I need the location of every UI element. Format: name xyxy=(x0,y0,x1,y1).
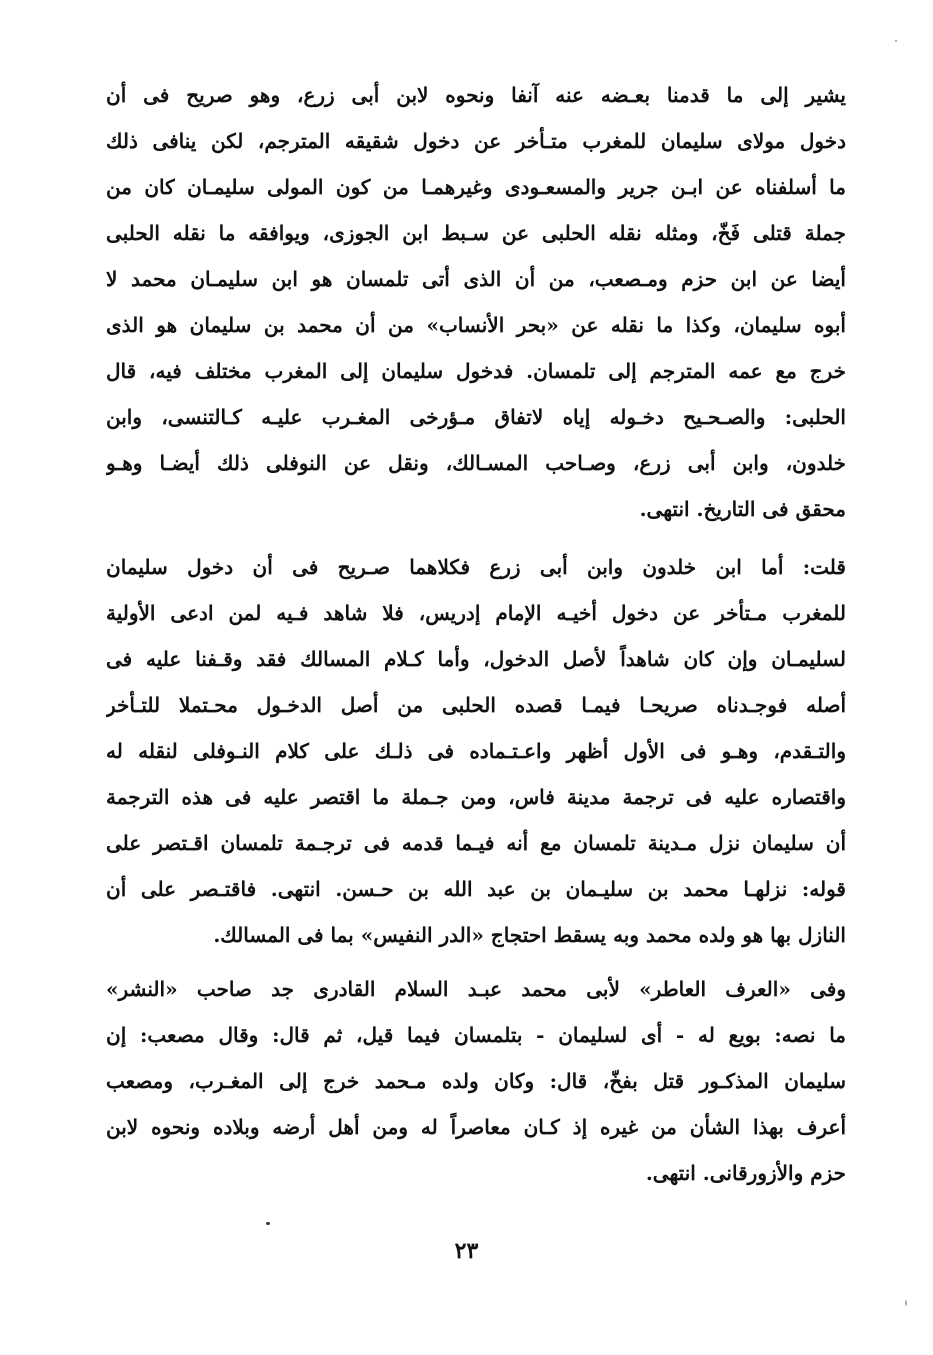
text-line: خلدون، وابن أبى زرع، وصـاحب المسـالك، ونقل عن النوفلى ذلك أيضـا وهـو xyxy=(106,451,846,475)
ink-speck xyxy=(905,1300,907,1306)
text-line: وفى «العرف العاطر» لأبى محمد عبـد السلام القادرى جد صاحب «النشر» xyxy=(106,977,846,1001)
text-line: سليمان المذكـور قتل بفخّ، قال: وكان ولده مـحمد خرج إلى المغـرب، ومصعب xyxy=(106,1069,846,1093)
text-line: أيضا عن ابن حزم ومـصعب، من أن الذى أتى تلمسان هو ابن سليمـان محمد لا xyxy=(106,267,846,291)
text-line: خرج مع عمه المترجم إلى تلمسان. فدخول سليمان إلى المغرب مختلف فيه، قال xyxy=(106,359,846,383)
text-line: أن سليمان نزل مـدينة تلمسان مع أنه فيـما قدمه فى ترجـمة تلمسان اقـتصر على xyxy=(106,831,846,855)
text-line: يشير إلى ما قدمنا بعـضه عنه آنفا ونحوه لابن أبى زرع، وهو صريح فى أن xyxy=(106,83,846,107)
text-line: ما أسلفناه عن ابـن جرير والمسعـودى وغيرهمـا من كون المولى سليمـان كان من xyxy=(106,175,846,199)
text-line: قوله: نزلهـا محمد بن سليـمان بن عبد الله بن حـسن. انتهى. فاقتـصر على أن xyxy=(106,877,846,901)
text-line: أصله فوجـدناه صريحـا فيمـا قصده الحلبى من أصل الدخـول محـتملا للتـأخر xyxy=(106,693,846,717)
text-line: محقق فى التاريخ. انتهى. xyxy=(639,497,846,521)
page-number: ٢٣ xyxy=(454,1238,479,1264)
text-line: للمغرب مـتأخر عن دخول أخيـه الإمام إدريس، فلا شاهد فـيه لمن ادعى الأولية xyxy=(106,601,846,625)
paragraph-1 xyxy=(106,72,846,532)
text-line: والتـقدم، وهـو فى الأول أظهر واعـتـماده فى ذلـك على كلام النـوفلى لنقله له xyxy=(106,739,846,763)
text-line: حزم والأزورقانى. انتهى. xyxy=(645,1161,846,1185)
text-line: الحلبى: والصـحـيح دخـوله إياه لاتفاق مـؤرخى المغـرب عليـه كـالتنسى، وابن xyxy=(106,405,846,429)
text-line: لسليمـان وإن كان شاهداً لأصل الدخول، وأما كـلام المسالك فقد وقـفنا عليه فى xyxy=(106,647,846,671)
paragraph-2 xyxy=(106,544,846,958)
text-line: النازل بها هو ولده محمد وبه يسقط احتجاج «الدر النفيس» بما فى المسالك. xyxy=(213,923,846,947)
text-line: دخول مولاى سليمان للمغرب متـأخر عن دخول شقيقه المترجم، لكن ينافى ذلك xyxy=(106,129,846,153)
paragraph-3 xyxy=(106,966,846,1196)
text-line: أبوه سليمان، وكذا ما نقله عن «بحر الأنساب» من أن محمد بن سليمان هو الذى xyxy=(106,313,846,337)
ink-speck xyxy=(266,1222,270,1225)
text-line: أعرف بهذا الشأن من غيره إذ كـان معاصراً له ومن أهل أرضه وبلاده ونحوه لابن xyxy=(106,1115,846,1139)
text-line: ما نصه: بويع له - أى لسليمان - بتلمسان فيما قيل، ثم قال: وقال مصعب: إن xyxy=(106,1023,846,1047)
ink-speck xyxy=(895,40,897,42)
text-line: قلت: أما ابن خلدون وابن أبى زرع فكلاهما صـريح فى أن دخول سليمان xyxy=(106,555,846,579)
text-line: واقتصاره عليه فى ترجمة مدينة فاس، ومن جـملة ما اقتصر عليه فى هذه الترجمة xyxy=(106,785,846,809)
text-line: جملة قتلى فَخّ، ومثله نقله الحلبى عن سـبط ابن الجوزى، ويوافقه ما نقله الحلبى xyxy=(106,221,846,245)
